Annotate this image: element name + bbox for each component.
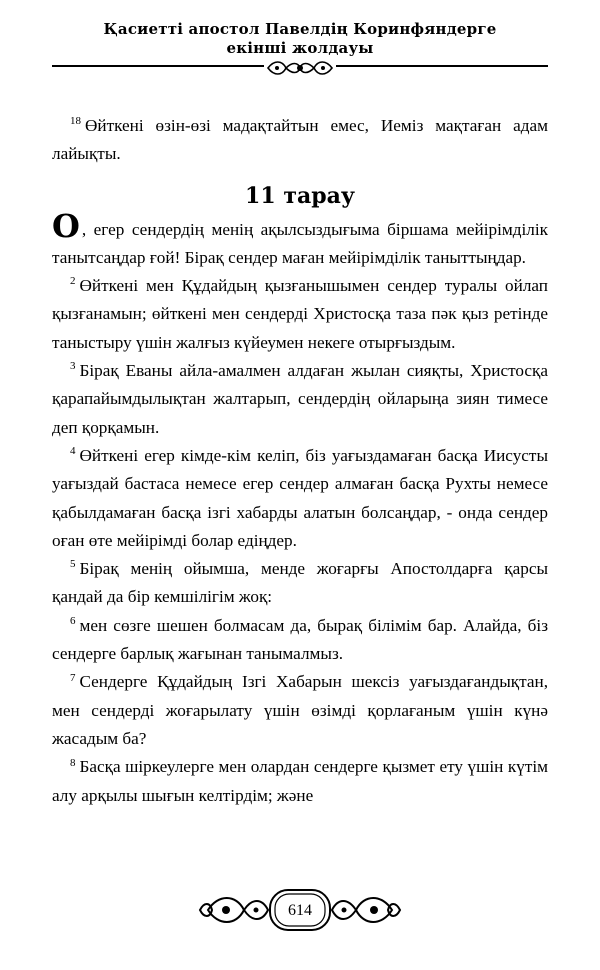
verse-2 [52, 272, 548, 357]
chapter-heading: 11 тарау [245, 182, 355, 209]
verse-1 [52, 206, 548, 273]
verse-number: 6 [70, 615, 76, 628]
verse-text: Бірақ менің ойымша, менде жоғарғы Апостолдарға қарсы қандай да бір кемшілігім жоқ: [52, 559, 548, 607]
verse-7 [52, 668, 548, 753]
running-title [0, 20, 600, 58]
verse-6 [52, 612, 548, 669]
header-ornament-icon [264, 58, 336, 78]
verse-number: 5 [70, 558, 76, 571]
verse-text: мен сөзге шешен болмасам да, бырақ білімім бар. Алайда, біз сендерге барлық жағынан танымалмыз. [52, 615, 548, 664]
running-title-line-1: Қасиетті апостол Павелдің Коринфяндерге [103, 20, 497, 38]
verse-18 [52, 112, 548, 169]
verse-number: 3 [70, 360, 76, 373]
verse-4 [52, 442, 548, 555]
verse-text: Басқа шіркеулерге мен олардан сендерге қызмет ету үшін күтім алу арқылы шығын келтірдім; және [52, 757, 548, 805]
verse-8 [52, 753, 548, 810]
page-number: 614 [288, 902, 312, 919]
verse-text: Сендерге Құдайдың Ізгі Хабарын шексіз уағыздағандықтан, мен сендерді жоғарылату үшін өзімді қорлағаным үшін күнә жасадым ба? [52, 672, 548, 748]
drop-cap: О [52, 206, 80, 245]
verse-text: Өйткені егер кімде-кім келіп, біз уағыздамаған басқа Иисусты уағыздай бастаса немесе егер сендер алмаған басқа Рухты немесе қабылдамаған басқа ізгі хабарды алатын болсаңдар, - онда сендер оған өте мейірімді болар едіңдер. [52, 445, 548, 550]
verse-number: 4 [70, 445, 76, 458]
verse-text: Бірақ Еваны айла-амалмен алдаған жылан сияқты, Христосқа қарапайымдылықтан жалтарып, сендердің ойларыңа зиян тимесе деп қорқамын. [52, 361, 548, 437]
page-body [52, 112, 548, 810]
verse-number: 2 [70, 275, 76, 288]
verse-text: Өйткені өзін-өзі мадақтайтын емес, Иеміз мақтаған адам лайықты. [52, 116, 548, 164]
verse-text: , егер сендердің менің ақылсыздығыма біршама мейірімділік танытсаңдар ғой! Бірақ сендер маған мейірімділік таныттыңдар. [52, 219, 548, 267]
verse-text: Өйткені мен Құдайдың қызғанышымен сендер туралы ойлап қызғанамын; өйткені мен сендерді Христосқа таза пәк қыз ретінде таныстыру үшін жалғыз күйеумен некеге отырғыздым. [52, 276, 548, 352]
verse-number: 18 [70, 115, 81, 128]
running-title-line-2: екінші жолдауы [226, 39, 374, 57]
verse-number: 8 [70, 756, 76, 769]
verse-5 [52, 555, 548, 612]
verse-3 [52, 357, 548, 442]
verse-number: 7 [70, 671, 76, 684]
